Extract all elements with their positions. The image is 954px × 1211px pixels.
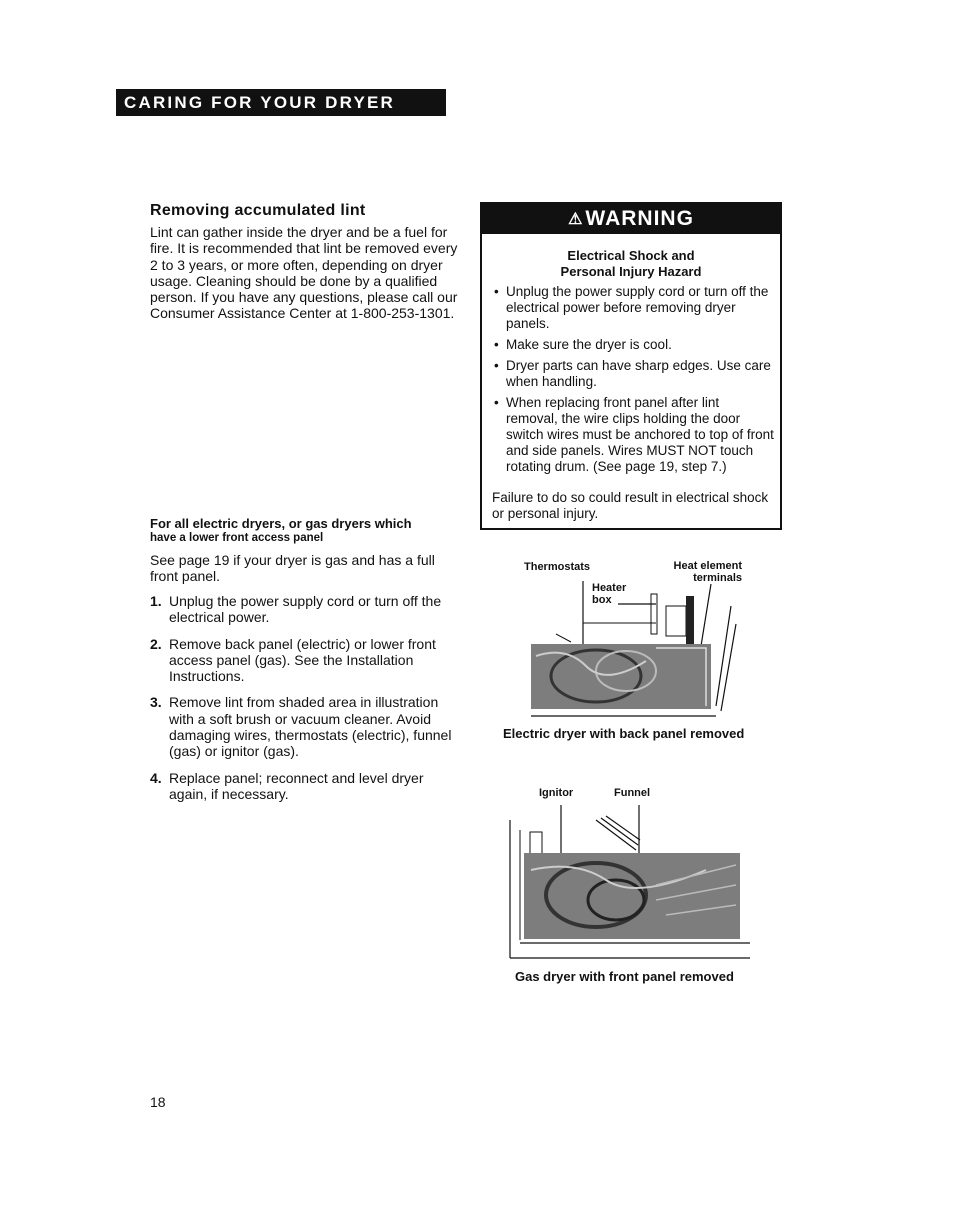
warning-footer: Failure to do so could result in electrical shock or personal injury. (492, 490, 769, 521)
step-text: Replace panel; reconnect and level dryer again, if necessary. (169, 769, 424, 802)
lint-heading: Removing accumulated lint (150, 202, 366, 219)
step-number: 1. (150, 593, 162, 609)
hazard-title (482, 248, 780, 280)
warning-bullet: • Unplug the power supply cord or turn off the electrical power before removing dryer panels. (492, 284, 774, 332)
warning-header (482, 204, 780, 234)
figure1-caption: Electric dryer with back panel removed (503, 726, 745, 741)
steps-list (150, 593, 460, 812)
gas-dryer-illustration (506, 800, 752, 962)
step-number: 3. (150, 694, 162, 711)
electric-heading-line2: have a lower front access panel (150, 532, 324, 544)
label-thermostats: Thermostats (524, 561, 591, 573)
label-funnel: Funnel (614, 787, 651, 799)
step-item (150, 694, 460, 759)
warning-bullet: • When replacing front panel after lint removal, the wire clips holding the door switch wires must be anchored to top of front and side panels. Wires MUST NOT touch rotating drum. (See page 19, step 7.) (492, 395, 774, 475)
warning-triangle-icon: ⚠ (568, 211, 584, 228)
step-number: 4. (150, 769, 162, 786)
page-number: 18 (150, 1094, 166, 1110)
step-text: Remove lint from shaded area in illustration with a soft brush or vacuum cleaner. Avoid damaging wires, thermostats (electric), funnel (gas) or ignitor (gas). (169, 694, 452, 760)
warning-list (492, 284, 774, 480)
hazard-line2: Personal Injury Hazard (560, 264, 702, 279)
label-heater-line1: Heater (592, 582, 627, 594)
warning-box (480, 202, 782, 530)
step-item (150, 636, 460, 685)
hazard-line1: Electrical Shock and (567, 248, 695, 263)
warning-title: WARNING (585, 207, 694, 230)
step-text: Remove back panel (electric) or lower front access panel (gas). See the Installation Instructions. (169, 635, 436, 685)
warning-bullet: • Dryer parts can have sharp edges. Use care when handling. (492, 358, 774, 390)
electric-heading-line1: For all electric dryers, or gas dryers which (150, 516, 412, 531)
lint-paragraph: Lint can gather inside the dryer and be a fuel for fire. It is recommended that lint be removed every 2 to 3 years, or more often, depending on dryer usage. Cleaning should be done by a qualified person. If you have any questions, please call our Consumer Assistance Center at 1-800-253-1301. (150, 224, 458, 322)
step-number: 2. (150, 635, 162, 652)
warning-bullet: • Make sure the dryer is cool. (492, 337, 774, 353)
step-text: Unplug the power supply cord or turn off the electrical power. (169, 593, 442, 626)
label-ignitor: Ignitor (539, 787, 574, 799)
electric-dryer-illustration (526, 576, 746, 724)
section-banner: CARING FOR YOUR DRYER (116, 89, 446, 116)
label-heat-element-line1: Heat element (673, 560, 742, 572)
electric-intro: See page 19 if your dryer is gas and has a full front panel. (150, 552, 435, 585)
label-heater-line2: box (592, 594, 612, 606)
label-heat-element-line2: terminals (693, 572, 742, 584)
step-item (150, 770, 460, 803)
step-item (150, 593, 460, 626)
figure2-caption: Gas dryer with front panel removed (515, 969, 734, 984)
electric-heading (150, 516, 460, 546)
